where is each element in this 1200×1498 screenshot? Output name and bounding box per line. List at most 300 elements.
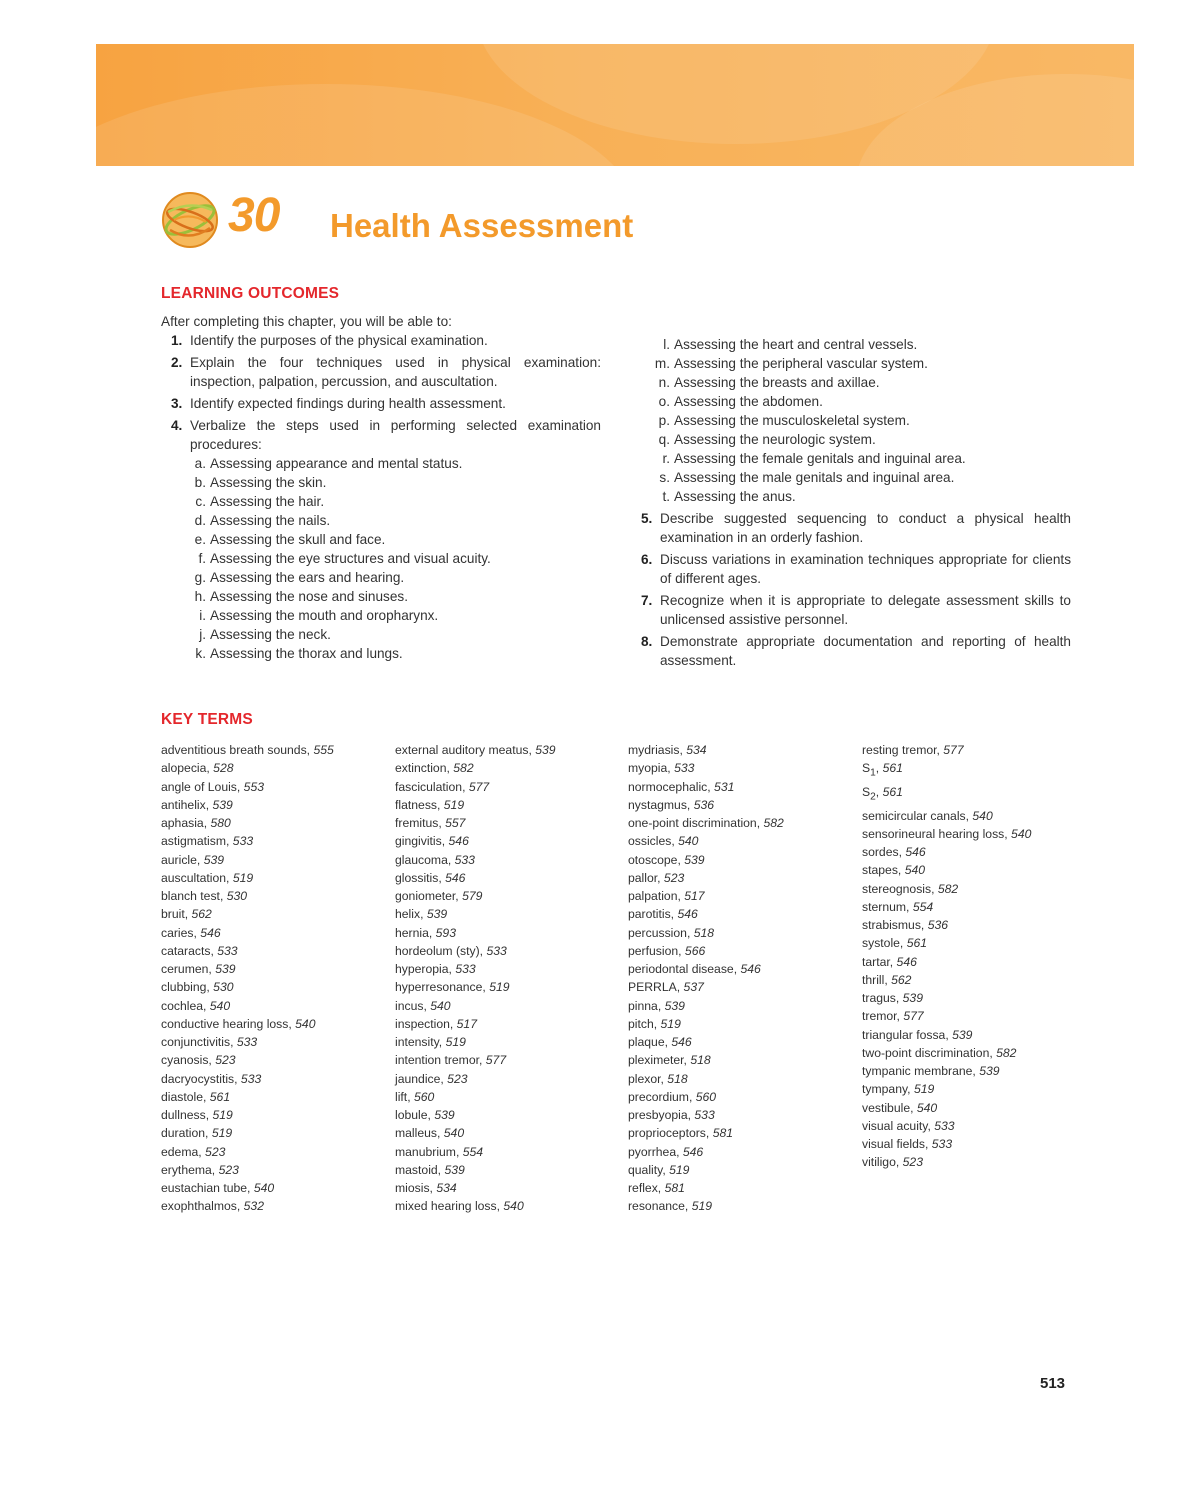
outcome-number: 2. — [171, 355, 183, 370]
learning-outcomes-right — [631, 335, 1071, 670]
key-term-name: antihelix, — [161, 797, 213, 812]
key-term — [395, 887, 620, 905]
key-term — [161, 887, 386, 905]
key-term-separator: , — [875, 761, 883, 776]
key-term-page: 539 — [664, 998, 685, 1013]
key-term — [862, 759, 1087, 783]
key-term-name: astigmatism, — [161, 834, 233, 849]
key-term — [161, 1161, 386, 1179]
key-term-name: triangular fossa, — [862, 1027, 953, 1042]
key-term — [628, 1106, 853, 1124]
outcome-text: Identify expected findings during health assessment. — [190, 396, 506, 411]
key-term — [161, 741, 386, 759]
key-term-name: nystagmus, — [628, 797, 694, 812]
key-term-name: reflex, — [628, 1181, 665, 1195]
key-term-name: lobule, — [395, 1108, 435, 1122]
key-term-page: 533 — [240, 1071, 262, 1086]
key-term-name: periodontal disease, — [628, 962, 741, 976]
key-term — [628, 924, 853, 942]
key-term-page: 540 — [443, 1126, 465, 1141]
key-term-name: palpation, — [628, 889, 685, 903]
key-term-name: dullness, — [161, 1108, 213, 1122]
key-term — [862, 971, 1087, 989]
key-term — [628, 851, 853, 869]
key-term — [161, 869, 386, 887]
key-term-page: 523 — [215, 1053, 236, 1068]
outcome-text: Recognize when it is appropriate to delegate assessment skills to unlicensed assistive personnel. — [660, 593, 1071, 627]
key-term — [395, 978, 620, 996]
key-term-name: dacryocystitis, — [161, 1071, 241, 1086]
key-term — [161, 1106, 386, 1124]
key-term-page: 580 — [210, 816, 231, 830]
key-term-page: 540 — [972, 808, 993, 823]
key-term — [161, 796, 386, 814]
key-terms-column — [395, 741, 620, 1216]
outcome-subitem-letter: b. — [194, 475, 206, 490]
key-term-name: sternum, — [862, 899, 913, 914]
key-term-name: extinction, — [395, 761, 454, 776]
key-term-name: jaundice, — [395, 1071, 448, 1086]
outcome-subitem-letter: m. — [654, 356, 670, 371]
key-term-page: 517 — [684, 889, 705, 903]
outcome-subitem-letter: a. — [194, 456, 206, 471]
key-term-name: visual acuity, — [862, 1118, 935, 1133]
key-term-page: 582 — [996, 1045, 1017, 1060]
key-term — [161, 924, 386, 942]
key-term — [395, 741, 620, 759]
key-term-page: 519 — [691, 1199, 713, 1214]
outcome-number: 1. — [171, 333, 183, 348]
key-term-page: 546 — [896, 954, 917, 969]
key-term — [862, 989, 1087, 1007]
key-term — [395, 796, 620, 814]
outcome-item — [161, 353, 601, 391]
key-term-page: 533 — [217, 943, 238, 958]
key-term — [862, 1153, 1087, 1171]
key-term-name: proprioceptors, — [628, 1126, 713, 1141]
outcome-text: Explain the four techniques used in physical examination: inspection, palpation, percussion, and auscultation. — [190, 355, 601, 389]
key-term — [862, 898, 1087, 916]
key-term-name: percussion, — [628, 925, 694, 940]
outcome-number: 4. — [171, 418, 183, 433]
key-term-page: 533 — [694, 1108, 715, 1122]
key-term-name: bruit, — [161, 907, 192, 922]
key-term — [628, 997, 853, 1015]
outcome-number: 3. — [171, 396, 183, 411]
outcome-text: Describe suggested sequencing to conduct a physical health examination in an orderly fashion. — [660, 511, 1071, 545]
key-term-page: 546 — [682, 1144, 704, 1159]
key-term-name: tympanic membrane, — [862, 1064, 980, 1079]
key-term-page: 519 — [211, 1126, 233, 1141]
outcome-text: Discuss variations in examination techniques appropriate for clients of different ages. — [660, 552, 1071, 586]
key-term — [862, 825, 1087, 843]
key-term-name: flatness, — [395, 797, 444, 812]
outcome-item — [161, 331, 601, 350]
outcome-subitem-text: Assessing the skin. — [210, 475, 327, 490]
key-term-page: 536 — [693, 797, 715, 812]
outcome-subitem — [161, 549, 601, 568]
key-term — [395, 1015, 620, 1033]
key-term-name: duration, — [161, 1126, 212, 1141]
key-term-name: precordium, — [628, 1089, 696, 1104]
key-term-name: resting tremor, — [862, 743, 944, 757]
outcome-text: Verbalize the steps used in performing selected examination procedures: — [190, 418, 601, 452]
key-term-name: pitch, — [628, 1016, 661, 1031]
key-term-name: auscultation, — [161, 870, 233, 885]
key-term-name: helix, — [395, 907, 427, 922]
key-term-page: 539 — [212, 797, 233, 812]
key-term — [628, 960, 853, 978]
key-term-page: 540 — [904, 863, 926, 878]
key-term-name: PERRLA, — [628, 980, 684, 995]
chapter-title: Health Assessment — [330, 207, 634, 244]
key-term — [862, 783, 1087, 807]
key-term — [862, 1135, 1087, 1153]
key-term-page: 562 — [191, 907, 212, 922]
key-term-page: 577 — [943, 743, 964, 757]
outcome-subitem-text: Assessing the hair. — [210, 494, 325, 509]
key-term — [628, 1143, 853, 1161]
key-term — [395, 942, 620, 960]
key-term-page: 593 — [435, 925, 456, 940]
key-term — [395, 814, 620, 832]
key-term — [161, 978, 386, 996]
outcome-subitem — [161, 568, 601, 587]
key-term-page: 540 — [209, 998, 231, 1013]
key-term — [628, 778, 853, 796]
outcome-number: 5. — [641, 511, 653, 526]
key-term — [628, 759, 853, 777]
key-term-name: visual fields, — [862, 1137, 932, 1152]
outcome-subitem — [631, 449, 1071, 468]
key-term-page: 532 — [243, 1199, 264, 1214]
outcome-item — [161, 394, 601, 413]
key-term-name: normocephalic, — [628, 779, 715, 794]
outcome-subitem — [161, 454, 601, 473]
key-term-page: 582 — [937, 881, 959, 896]
key-term-page: 537 — [683, 980, 704, 995]
key-term-page: 534 — [686, 743, 707, 757]
key-term — [395, 832, 620, 850]
key-term-name: pleximeter, — [628, 1053, 691, 1068]
key-term-name: systole, — [862, 936, 907, 951]
key-term-page: 546 — [740, 962, 761, 976]
key-term-page: 540 — [1011, 826, 1032, 841]
key-term-name: cyanosis, — [161, 1053, 216, 1068]
key-term — [862, 1080, 1087, 1098]
key-term-page: 519 — [660, 1016, 681, 1031]
key-term-page: 533 — [455, 962, 476, 976]
key-term-page: 577 — [485, 1053, 507, 1068]
key-term — [628, 942, 853, 960]
key-term-page: 540 — [678, 834, 699, 849]
key-term-page: 566 — [684, 943, 706, 958]
key-term-page: 540 — [430, 998, 451, 1013]
key-term-name: goniometer, — [395, 889, 463, 903]
key-term — [862, 953, 1087, 971]
key-term-page: 546 — [448, 834, 469, 849]
key-term-name: perfusion, — [628, 943, 685, 958]
key-term-name: eustachian tube, — [161, 1181, 254, 1195]
key-term-page: 539 — [952, 1027, 973, 1042]
key-term — [862, 1099, 1087, 1117]
key-term-name: lift, — [395, 1089, 414, 1104]
key-term — [161, 905, 386, 923]
key-term-page: 533 — [454, 852, 475, 867]
key-term — [161, 960, 386, 978]
key-term — [862, 741, 1087, 759]
key-term — [395, 1088, 620, 1106]
key-term — [862, 807, 1087, 825]
key-term-page: 561 — [882, 784, 903, 799]
key-term — [395, 1033, 620, 1051]
outcome-subitem-letter: e. — [194, 532, 206, 547]
key-term-name: resonance, — [628, 1199, 692, 1214]
key-term-page: 523 — [663, 870, 685, 885]
key-term-name: vitiligo, — [862, 1155, 903, 1170]
learning-outcomes-intro: After completing this chapter, you will be able to: — [161, 314, 452, 329]
key-term-subscript: 2 — [870, 791, 876, 803]
key-term-page: 530 — [213, 980, 234, 995]
key-term-name: vestibule, — [862, 1100, 917, 1115]
key-term-page: 581 — [712, 1126, 734, 1141]
key-term — [628, 1015, 853, 1033]
key-term — [161, 814, 386, 832]
key-term-page: 539 — [535, 743, 556, 757]
key-term-page: 523 — [205, 1144, 226, 1159]
key-term-name: miosis, — [395, 1181, 437, 1195]
header-banner — [96, 44, 1134, 166]
outcome-subitem-letter: l. — [663, 337, 670, 352]
key-terms-heading: KEY TERMS — [161, 711, 253, 728]
outcome-subitem-text: Assessing the breasts and axillae. — [674, 375, 880, 390]
key-term-name: S — [862, 761, 871, 776]
key-term-page: 539 — [203, 852, 225, 867]
key-term — [628, 887, 853, 905]
key-term — [161, 1051, 386, 1069]
key-term — [161, 1143, 386, 1161]
key-term — [161, 1088, 386, 1106]
key-term-page: 533 — [931, 1137, 953, 1152]
key-term-name: two-point discrimination, — [862, 1045, 997, 1060]
key-term-name: blanch test, — [161, 889, 227, 903]
key-term-page: 530 — [226, 889, 248, 903]
outcome-subitem-letter: f. — [198, 551, 206, 566]
outcome-subitem-letter: c. — [195, 494, 206, 509]
key-term — [161, 759, 386, 777]
key-term — [862, 880, 1087, 898]
key-term — [395, 997, 620, 1015]
key-term — [395, 1179, 620, 1197]
key-term-page: 533 — [232, 834, 254, 849]
outcome-subitem — [631, 468, 1071, 487]
key-term-page: 540 — [503, 1199, 524, 1214]
outcome-subitem — [631, 354, 1071, 373]
key-term-name: alopecia, — [161, 761, 214, 776]
key-term — [628, 1124, 853, 1142]
key-terms-column — [161, 741, 386, 1216]
key-term — [628, 832, 853, 850]
key-term-page: 553 — [243, 779, 265, 794]
key-term-page: 533 — [236, 1035, 258, 1049]
outcome-subitem-letter: s. — [659, 470, 670, 485]
key-term-page: 560 — [413, 1089, 435, 1104]
key-term-name: S — [862, 784, 871, 799]
key-term — [628, 905, 853, 923]
outcome-subitem-letter: r. — [662, 451, 670, 466]
key-term-name: glaucoma, — [395, 852, 455, 867]
outcome-subitem-letter: q. — [658, 432, 670, 447]
chapter-heading — [160, 188, 1060, 258]
key-term-page: 539 — [215, 962, 236, 976]
key-term — [395, 905, 620, 923]
key-term — [628, 1197, 853, 1215]
key-term — [395, 778, 620, 796]
learning-outcomes-left — [161, 312, 601, 663]
key-term-page: 531 — [714, 779, 735, 794]
key-term-name: external auditory meatus, — [395, 743, 536, 757]
key-term-page: 519 — [212, 1108, 233, 1122]
key-term-name: gingivitis, — [395, 834, 449, 849]
key-term-name: malleus, — [395, 1126, 444, 1141]
key-term — [395, 960, 620, 978]
outcome-subitem — [631, 411, 1071, 430]
key-term-name: mastoid, — [395, 1162, 445, 1177]
key-term-page: 561 — [209, 1089, 231, 1104]
key-term — [395, 1143, 620, 1161]
outcome-item — [161, 416, 601, 454]
key-term-name: conductive hearing loss, — [161, 1016, 296, 1031]
key-term-name: fasciculation, — [395, 779, 469, 794]
key-term — [862, 1117, 1087, 1135]
key-term-name: exophthalmos, — [161, 1199, 244, 1214]
outcome-subitem — [161, 530, 601, 549]
key-term-page: 546 — [905, 845, 926, 860]
key-term-page: 539 — [979, 1064, 1000, 1079]
key-term-page: 539 — [902, 991, 923, 1006]
key-term-page: 519 — [913, 1082, 935, 1097]
key-term-name: pyorrhea, — [628, 1144, 683, 1159]
key-term-name: thrill, — [862, 972, 892, 987]
key-term — [628, 1179, 853, 1197]
outcome-subitem — [631, 487, 1071, 506]
key-term-name: aphasia, — [161, 816, 211, 830]
key-term-page: 554 — [912, 899, 934, 914]
outcome-text: Demonstrate appropriate documentation and reporting of health assessment. — [660, 634, 1071, 668]
key-term-page: 540 — [253, 1181, 275, 1195]
key-term-page: 518 — [690, 1053, 711, 1068]
key-term-page: 546 — [671, 1035, 692, 1049]
key-term — [862, 1062, 1087, 1080]
key-term — [395, 924, 620, 942]
outcome-subitem-text: Assessing the anus. — [674, 489, 796, 504]
key-term-name: plaque, — [628, 1035, 672, 1049]
key-term — [862, 916, 1087, 934]
key-term-name: clubbing, — [161, 980, 214, 995]
key-term-page: 519 — [489, 980, 510, 995]
key-term-page: 533 — [934, 1118, 955, 1133]
outcome-subitem-text: Assessing the ears and hearing. — [210, 570, 405, 585]
key-term-page: 561 — [906, 936, 928, 951]
key-term-page: 577 — [468, 779, 490, 794]
key-term-name: fremitus, — [395, 816, 446, 830]
key-term-page: 517 — [456, 1016, 477, 1031]
key-term-name: pallor, — [628, 870, 664, 885]
key-term — [628, 869, 853, 887]
key-term — [862, 1044, 1087, 1062]
key-term-name: intention tremor, — [395, 1053, 486, 1068]
key-term-separator: , — [875, 784, 883, 799]
outcome-subitem-text: Assessing the musculoskeletal system. — [674, 413, 910, 428]
outcome-subitem — [631, 373, 1071, 392]
chapter-number: 30 — [228, 189, 280, 242]
key-term-name: adventitious breath sounds, — [161, 743, 314, 757]
outcome-item — [631, 509, 1071, 547]
key-term-page: 579 — [462, 889, 483, 903]
outcome-subitem — [631, 430, 1071, 449]
key-term-page: 582 — [453, 761, 474, 776]
key-term-page: 540 — [916, 1100, 938, 1115]
key-term-name: cochlea, — [161, 998, 210, 1013]
outcome-subitem-letter: d. — [194, 513, 206, 528]
key-term-page: 518 — [693, 925, 715, 940]
outcome-subitem-letter: j. — [199, 627, 206, 642]
outcome-subitem-text: Assessing the heart and central vessels. — [674, 337, 918, 352]
outcome-subitem-text: Assessing the eye structures and visual acuity. — [210, 551, 491, 566]
key-term-name: semicircular canals, — [862, 808, 973, 823]
key-term-page: 555 — [313, 743, 334, 757]
key-term-name: cerumen, — [161, 962, 216, 976]
key-term — [395, 851, 620, 869]
key-term — [628, 741, 853, 759]
outcome-number: 6. — [641, 552, 653, 567]
key-term-name: intensity, — [395, 1035, 446, 1049]
outcome-subitem-text: Assessing the thorax and lungs. — [210, 646, 403, 661]
key-term-page: 540 — [295, 1016, 316, 1031]
key-terms-column — [862, 741, 1087, 1172]
key-term-name: myopia, — [628, 761, 675, 776]
key-term-name: tremor, — [862, 1009, 904, 1024]
key-term-page: 523 — [902, 1155, 923, 1170]
key-term — [161, 1197, 386, 1215]
key-term — [161, 1015, 386, 1033]
outcome-subitem — [161, 606, 601, 625]
key-term-name: hyperopia, — [395, 962, 456, 976]
outcome-subitem-text: Assessing the abdomen. — [674, 394, 823, 409]
key-term-page: 519 — [669, 1162, 690, 1177]
outcome-subitem-letter: g. — [194, 570, 206, 585]
key-term-page: 534 — [436, 1181, 457, 1195]
outcome-item — [631, 632, 1071, 670]
key-term-name: diastole, — [161, 1089, 210, 1104]
outcome-subitem — [161, 511, 601, 530]
key-term — [628, 1070, 853, 1088]
key-term-name: edema, — [161, 1144, 206, 1159]
key-term-page: 533 — [486, 943, 507, 958]
outcome-subitem-text: Assessing appearance and mental status. — [210, 456, 463, 471]
key-term-page: 519 — [232, 870, 254, 885]
key-term — [395, 759, 620, 777]
key-term-page: 546 — [445, 870, 466, 885]
outcome-subitem — [161, 587, 601, 606]
key-term — [862, 1026, 1087, 1044]
outcome-subitem — [631, 335, 1071, 354]
outcome-subitem-text: Assessing the nose and sinuses. — [210, 589, 408, 604]
outcome-subitem — [161, 473, 601, 492]
key-term-name: quality, — [628, 1162, 670, 1177]
outcome-subitem — [161, 644, 601, 663]
key-term-name: cataracts, — [161, 943, 218, 958]
